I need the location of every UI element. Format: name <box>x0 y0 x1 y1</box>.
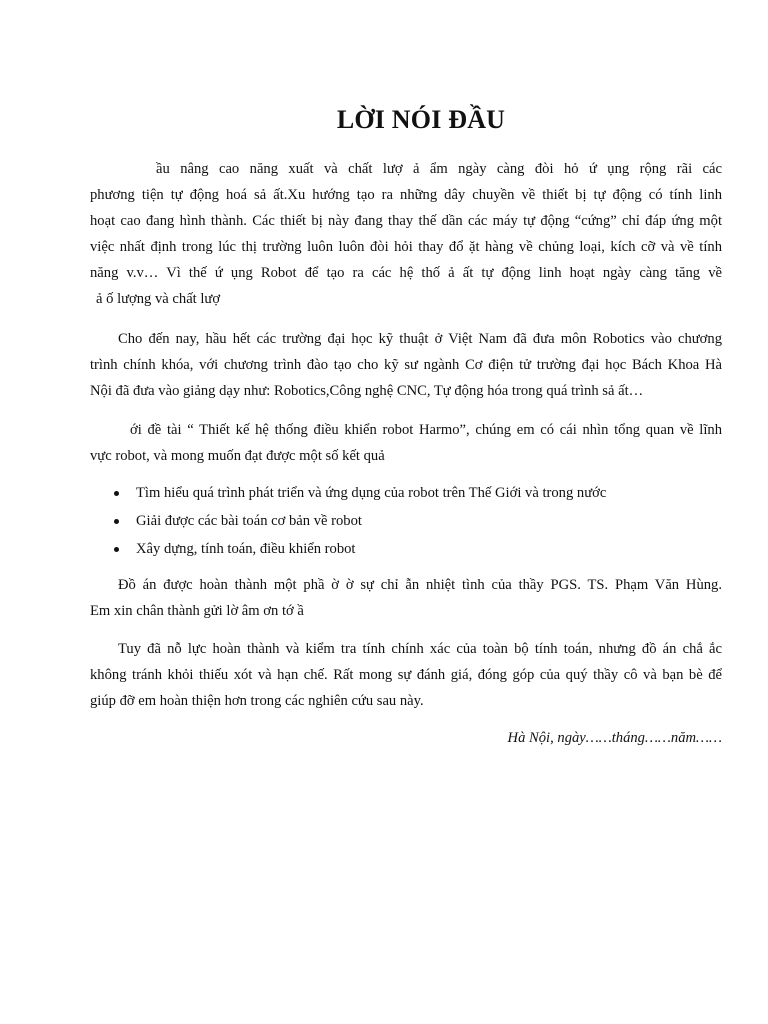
paragraph-closing <box>90 636 722 714</box>
paragraph-line: Em xin chân thành gửi lờ âm ơn tớ ầ <box>90 603 304 619</box>
list-item-text: Tìm hiểu quá trình phát triển và ứng dụng của robot trên Thế Giới và trong nước <box>136 485 607 501</box>
paragraph-line: Cho đến nay, hầu hết các trường đại học kỹ thuật ở Việt Nam đã đưa môn Robotics vào chương <box>118 331 722 347</box>
paragraph-line: ả ố lượng và chất lượ <box>96 291 221 307</box>
bullet-icon <box>114 547 119 552</box>
paragraph-topic <box>90 417 722 469</box>
bullet-icon <box>114 519 119 524</box>
goals-list <box>90 479 730 563</box>
paragraph-line: Nội đã đưa vào giảng dạy như: Robotics,Công nghệ CNC, Tự động hóa trong quá trình sả ất… <box>90 383 644 399</box>
paragraph-line: trình chính khóa, với chương trình đào tạo cho kỹ sư ngành Cơ điện tử trường đại học Bách Khoa Hà <box>90 357 722 373</box>
paragraph-universities <box>90 326 722 404</box>
paragraph-line: giúp đỡ em hoàn thiện hơn trong các nghiên cứu sau này. <box>90 693 424 709</box>
paragraph-line: vực robot, và mong muốn đạt được một số kết quả <box>90 448 385 464</box>
paragraph-intro <box>90 156 722 312</box>
paragraph-acknowledgement <box>90 572 722 624</box>
paragraph-line: Đồ án được hoàn thành một phầ ờ ờ sự chỉ ẫn nhiệt tình của thầy PGS. TS. Phạm Văn Hùng. <box>118 577 722 593</box>
paragraph-line: hoạt cao đang hình thành. Các thiết bị này đang thay thế dần các máy tự động “cứng” chỉ đáp ứng một <box>90 213 722 229</box>
list-item <box>90 507 730 535</box>
paragraph-line: không tránh khỏi thiếu xót và hạn chế. Rất mong sự đánh giá, đóng góp của quý thầy cô và bạn bè để <box>90 667 722 683</box>
paragraph-line: việc nhất định trong lúc thị trường luôn luôn đòi hỏi thay đổ ặt hàng về chủng loại, kích cỡ và về tính <box>90 239 722 255</box>
paragraph-line: ầu nâng cao năng xuất và chất lượ ả ẩm ngày càng đòi hỏ ứ ụng rộng rãi các <box>156 161 722 177</box>
list-item-text: Xây dựng, tính toán, điều khiển robot <box>136 541 356 557</box>
signature-date-line: Hà Nội, ngày……tháng……năm…… <box>507 730 722 746</box>
paragraph-line: ới đề tài “ Thiết kế hệ thống điều khiển robot Harmo”, chúng em có cái nhìn tổng quan về lĩnh <box>130 422 722 438</box>
bullet-icon <box>114 491 119 496</box>
list-item <box>90 479 730 507</box>
paragraph-line: năng v.v… Vì thế ứ ụng Robot để tạo ra các hệ thố ả ất tự động linh hoạt ngày càng tăng về <box>90 265 722 281</box>
paragraph-line: phương tiện tự động hoá sả ất.Xu hướng tạo ra những dây chuyền về thiết bị tự động có tính linh <box>90 187 722 203</box>
list-item <box>90 535 730 563</box>
paragraph-line: Tuy đã nỗ lực hoàn thành và kiểm tra tính chính xác của toàn bộ tính toán, nhưng đồ án chắ ắc <box>118 641 722 657</box>
list-item-text: Giải được các bài toán cơ bản về robot <box>136 513 362 529</box>
document-title: LỜI NÓI ĐẦU <box>336 105 506 134</box>
